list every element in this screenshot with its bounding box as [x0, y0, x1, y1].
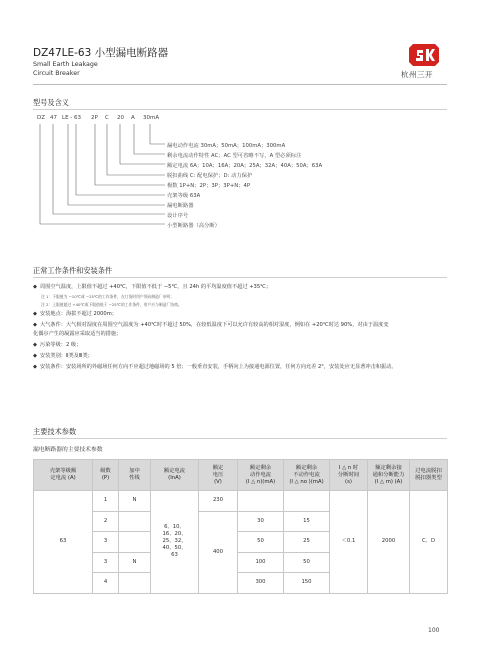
cell-poles: 3: [93, 532, 119, 553]
code-desc-residual-type: 剩余电流动作特性 AC；AC 型可省略不写，A 型必须标注: [167, 153, 302, 159]
code-desc-rated-current: 额定电流 6A；10A；16A；20A；25A；32A；40A；50A；63A: [167, 163, 323, 169]
condition-note-1: 注 1：下限值为 −10℃或 −25℃的工作条件，在订货时用户须向制造厂申明；: [41, 294, 175, 299]
cell-capacity: 2000: [368, 491, 410, 594]
cell-nonop-current: 50: [284, 552, 330, 573]
page-title: DZ47LE-63 小型漏电断路器: [33, 47, 169, 59]
subtitle-line-2: Circuit Breaker: [33, 69, 80, 77]
conditions-heading: 正常工作条件和安装条件: [33, 266, 113, 275]
model-heading: 型号及含义: [33, 98, 69, 107]
condition-atmosphere: ◆ 大气条件：大气相对湿度在周围空气温度为 +40℃时不超过 50%，在较低温度下可以允许有较高的相对湿度，例如在 +20℃时达 90%，对由于温度变: [33, 322, 389, 328]
cell-poles: 3: [93, 552, 119, 573]
code-part: 30mA: [143, 115, 160, 121]
cell-nonop-current: 25: [284, 532, 330, 553]
spec-table: [33, 459, 448, 594]
header-release: 过电流脱扣 脱扣器类型: [410, 460, 448, 491]
code-desc-trip-curve: 脱扣曲线 C: 配电保护；D: 动力保护: [167, 173, 253, 179]
cell-poles: 1: [93, 491, 119, 512]
code-part: A: [131, 115, 135, 121]
condition-note-2: 注 2：上限值超过 +40℃或下限值低于 −25℃的工作条件，用户应与制造厂协商。: [41, 302, 182, 307]
cell-nonop-current: 150: [284, 573, 330, 594]
header-frame: 壳架等级额 定电流 (A): [34, 460, 93, 491]
condition-install-category: ◆ 安装类别：Ⅱ类及Ⅲ类；: [33, 353, 93, 359]
table-header-row: [34, 460, 448, 491]
cell-voltage-1p: 230: [199, 491, 238, 512]
cell-poles: 2: [93, 511, 119, 532]
brand-name: 杭州三开: [401, 70, 433, 79]
page-number: 100: [428, 627, 440, 634]
conditions-heading-rule: [33, 277, 447, 278]
code-desc-series: 小型断路器（高分断）: [167, 223, 220, 229]
header-voltage: 额定 电压 (V): [199, 460, 238, 491]
code-part: 2P: [91, 115, 98, 121]
cell-op-current: 50: [238, 532, 284, 553]
cell-neutral: [119, 532, 151, 553]
subtitle-line-1: Small Earth Leakage: [33, 61, 98, 68]
header-neutral: 加中 性线: [119, 460, 151, 491]
condition-altitude: ◆ 安装地点：海拔不超过 2000m；: [33, 311, 117, 317]
cell-poles: 4: [93, 573, 119, 594]
code-desc-design: 设计序号: [167, 213, 189, 219]
condition-temperature: ◆ 周围空气温度，上限值不超过 +40℃，下限值不低于 −5℃，且 24h 的平均温度值不超过 +35℃；: [33, 284, 272, 290]
header-rated-current: 额定电流 (InA): [151, 460, 199, 491]
code-part: DZ: [37, 115, 46, 121]
code-desc-leakage-current: 漏电动作电流 30mA；50mA；100mA；300mA: [167, 143, 286, 149]
cell-op-current: 30: [238, 511, 284, 532]
cell-release: C、D: [410, 491, 448, 594]
code-desc-poles: 极数 1P+N；2P；3P；3P+N；4P: [167, 183, 251, 189]
code-part: C: [105, 115, 109, 121]
tech-heading: 主要技术参数: [33, 427, 77, 436]
cell-neutral: [119, 573, 151, 594]
header-poles: 级数 (P): [93, 460, 119, 491]
condition-install: ◆ 安装条件：安装场所的外磁场任何方向不应超过地磁场的 5 倍；一般垂直安装，手柄向上为接通电源位置，任何方向允差 2°，安装处应无显著冲击和振动。: [33, 364, 397, 370]
cell-neutral: N: [119, 552, 151, 573]
cell-break-time: ＜0.1: [330, 491, 368, 594]
cell-op-current-blank: [238, 491, 284, 512]
cell-neutral: [119, 511, 151, 532]
condition-atmosphere-cont: 化偶尔产生的凝露应采取适当的措施；: [33, 331, 122, 337]
cell-rated-current: 6、10、 16、20、 25、32、 40、50、 63: [151, 491, 199, 594]
code-part: 47: [50, 115, 57, 121]
model-leader-lines: [0, 0, 480, 260]
code-desc-frame: 壳架等级 63A: [167, 193, 201, 199]
code-part: 20: [117, 115, 124, 121]
cell-neutral: N: [119, 491, 151, 512]
cell-op-current: 100: [238, 552, 284, 573]
cell-nonop-current-blank: [284, 491, 330, 512]
cell-nonop-current: 15: [284, 511, 330, 532]
code-part: LE - 63: [62, 115, 82, 121]
header-op-current: 额定剩余 动作电流 (I △ n)(mA): [238, 460, 284, 491]
tech-subheading: 漏电断路器的主要技术参数: [33, 447, 103, 453]
header-capacity: 额定剩余接 通和分断能力 (I △ m) (A): [368, 460, 410, 491]
condition-pollution: ◆ 污染等级：2 级；: [33, 342, 82, 348]
cell-frame: 63: [34, 491, 93, 594]
table-row: [34, 491, 448, 512]
header-nonop-current: 额定剩余 不动作电流 (I △ no )(mA): [284, 460, 330, 491]
code-desc-type: 漏电断路器: [167, 203, 194, 209]
cell-op-current: 300: [238, 573, 284, 594]
header-break-time: I △ n 时 分断时间 (s): [330, 460, 368, 491]
cell-voltage: 400: [199, 511, 238, 593]
tech-heading-rule: [33, 438, 447, 439]
